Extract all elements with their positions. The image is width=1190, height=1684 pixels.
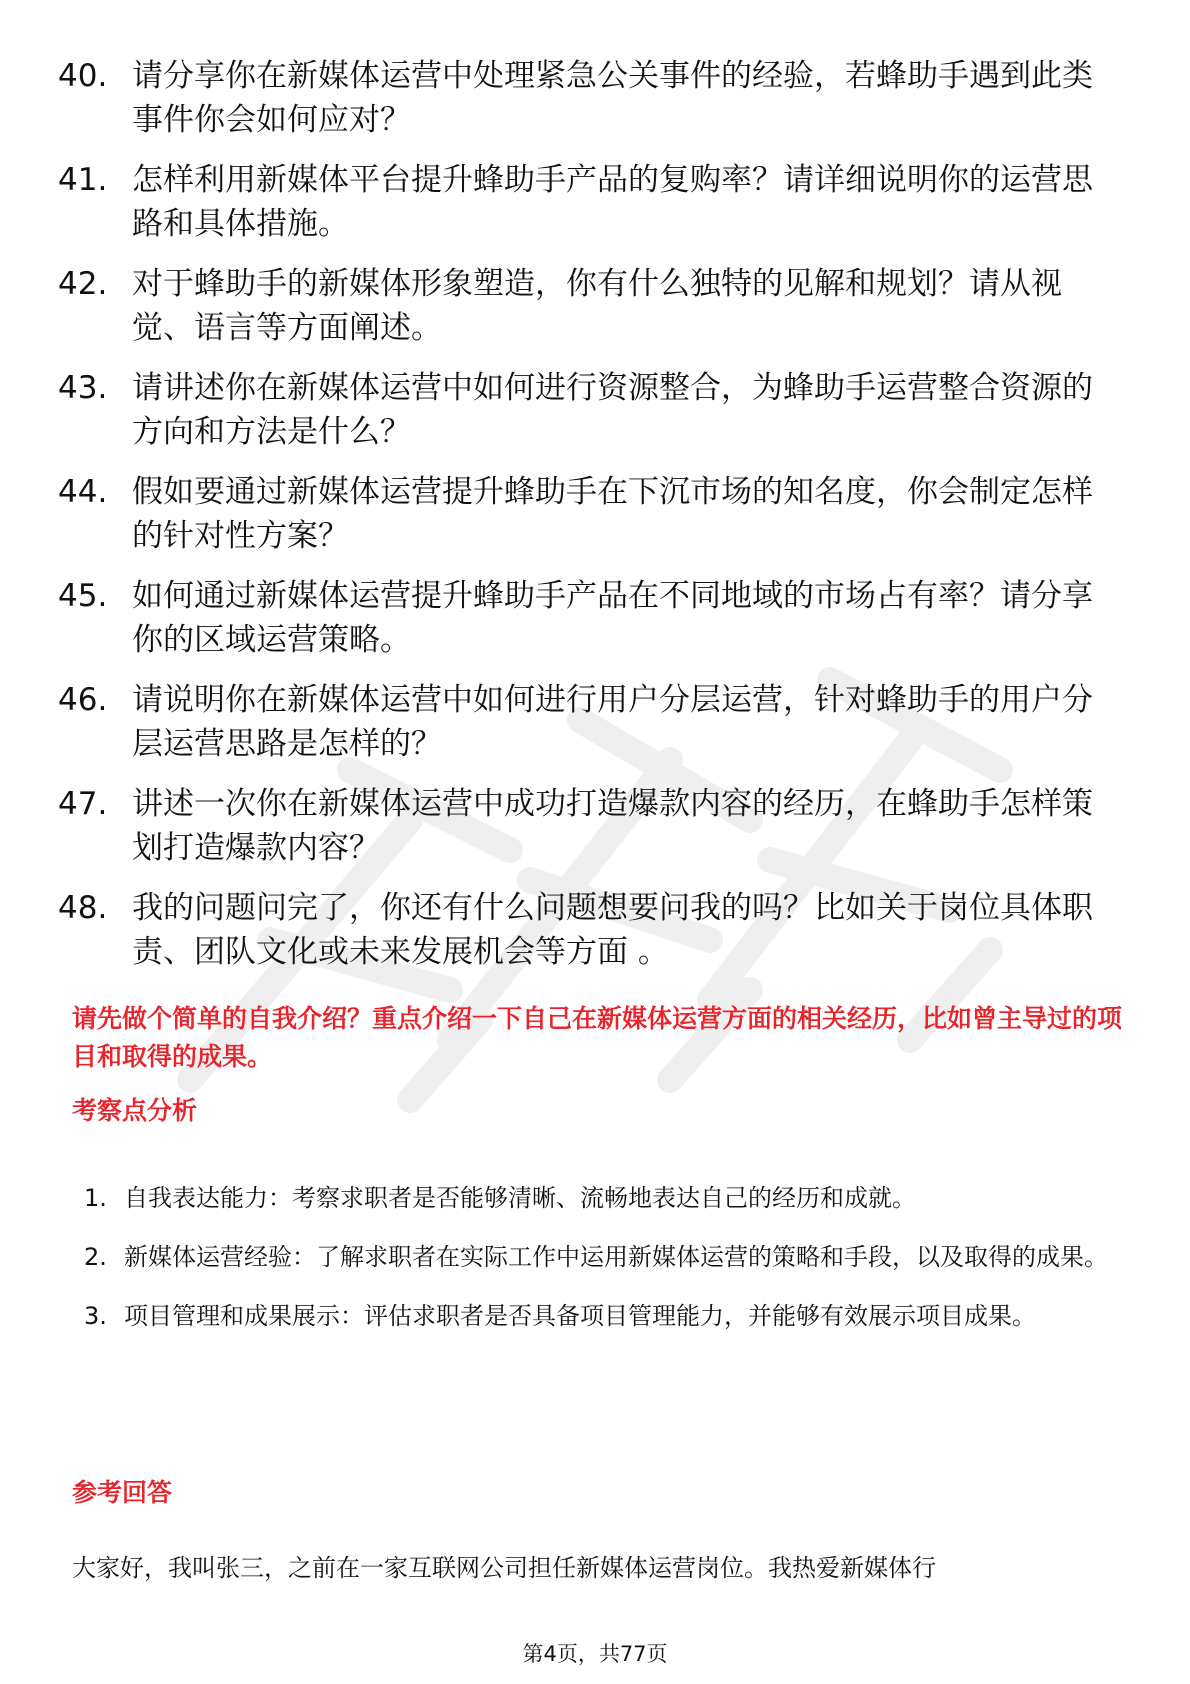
list-item	[58, 678, 1118, 782]
question-text: 对于蜂助手的新媒体形象塑造，你有什么独特的见解和规划？请从视觉、语言等方面阐述。	[132, 266, 1062, 346]
question-number: 41.	[58, 162, 108, 198]
answer-text: 大家好，我叫张三，之前在一家互联网公司担任新媒体运营岗位。我热爱新媒体行	[72, 1554, 936, 1582]
question-text: 讲述一次你在新媒体运营中成功打造爆款内容的经历，在蜂助手怎样策划打造爆款内容？	[132, 786, 1093, 866]
analysis-list	[84, 1170, 1124, 1345]
analysis-text: 自我表达能力：考察求职者是否能够清晰、流畅地表达自己的经历和成就。	[124, 1184, 916, 1212]
question-number: 42.	[58, 266, 108, 302]
question-number: 48.	[58, 890, 108, 926]
analysis-number: 1.	[84, 1184, 107, 1212]
list-item	[58, 886, 1118, 990]
question-number: 44.	[58, 474, 108, 510]
analysis-text: 新媒体运营经验：了解求职者在实际工作中运用新媒体运营的策略和手段，以及取得的成果。	[124, 1243, 1108, 1271]
analysis-text: 项目管理和成果展示：评估求职者是否具备项目管理能力，并能够有效展示项目成果。	[124, 1302, 1036, 1330]
intro-question: 请先做个简单的自我介绍？重点介绍一下自己在新媒体运营方面的相关经历，比如曾主导过的项目和取得的成果。	[72, 1004, 1123, 1071]
question-number: 43.	[58, 370, 108, 406]
list-item	[58, 54, 1118, 158]
question-number: 45.	[58, 578, 108, 614]
question-text: 我的问题问完了，你还有什么问题想要问我的吗？比如关于岗位具体职责、团队文化或未来发展机会等方面 。	[132, 890, 1093, 970]
question-text: 假如要通过新媒体运营提升蜂助手在下沉市场的知名度，你会制定怎样的针对性方案？	[132, 474, 1093, 554]
page-footer: 第4页，共77页	[522, 1642, 668, 1666]
list-item	[58, 262, 1118, 366]
list-item	[84, 1229, 1124, 1286]
answer-heading: 参考回答	[72, 1478, 173, 1507]
question-text: 请分享你在新媒体运营中处理紧急公关事件的经验，若蜂助手遇到此类事件你会如何应对？	[132, 58, 1093, 138]
question-text: 如何通过新媒体运营提升蜂助手产品在不同地域的市场占有率？请分享你的区域运营策略。	[132, 578, 1093, 658]
analysis-number: 3.	[84, 1302, 107, 1330]
list-item	[84, 1288, 1124, 1345]
list-item	[58, 366, 1118, 470]
analysis-number: 2.	[84, 1243, 107, 1271]
question-text: 怎样利用新媒体平台提升蜂助手产品的复购率？请详细说明你的运营思路和具体措施。	[132, 162, 1093, 242]
list-item	[58, 158, 1118, 262]
list-item	[58, 782, 1118, 886]
question-number: 46.	[58, 682, 108, 718]
question-number: 40.	[58, 58, 108, 94]
question-list	[58, 54, 1118, 990]
list-item	[84, 1170, 1124, 1227]
question-text: 请讲述你在新媒体运营中如何进行资源整合，为蜂助手运营整合资源的方向和方法是什么？	[132, 370, 1093, 450]
list-item	[58, 470, 1118, 574]
question-number: 47.	[58, 786, 108, 822]
question-text: 请说明你在新媒体运营中如何进行用户分层运营，针对蜂助手的用户分层运营思路是怎样的？	[132, 682, 1093, 762]
analysis-heading: 考察点分析	[72, 1096, 198, 1125]
list-item	[58, 574, 1118, 678]
